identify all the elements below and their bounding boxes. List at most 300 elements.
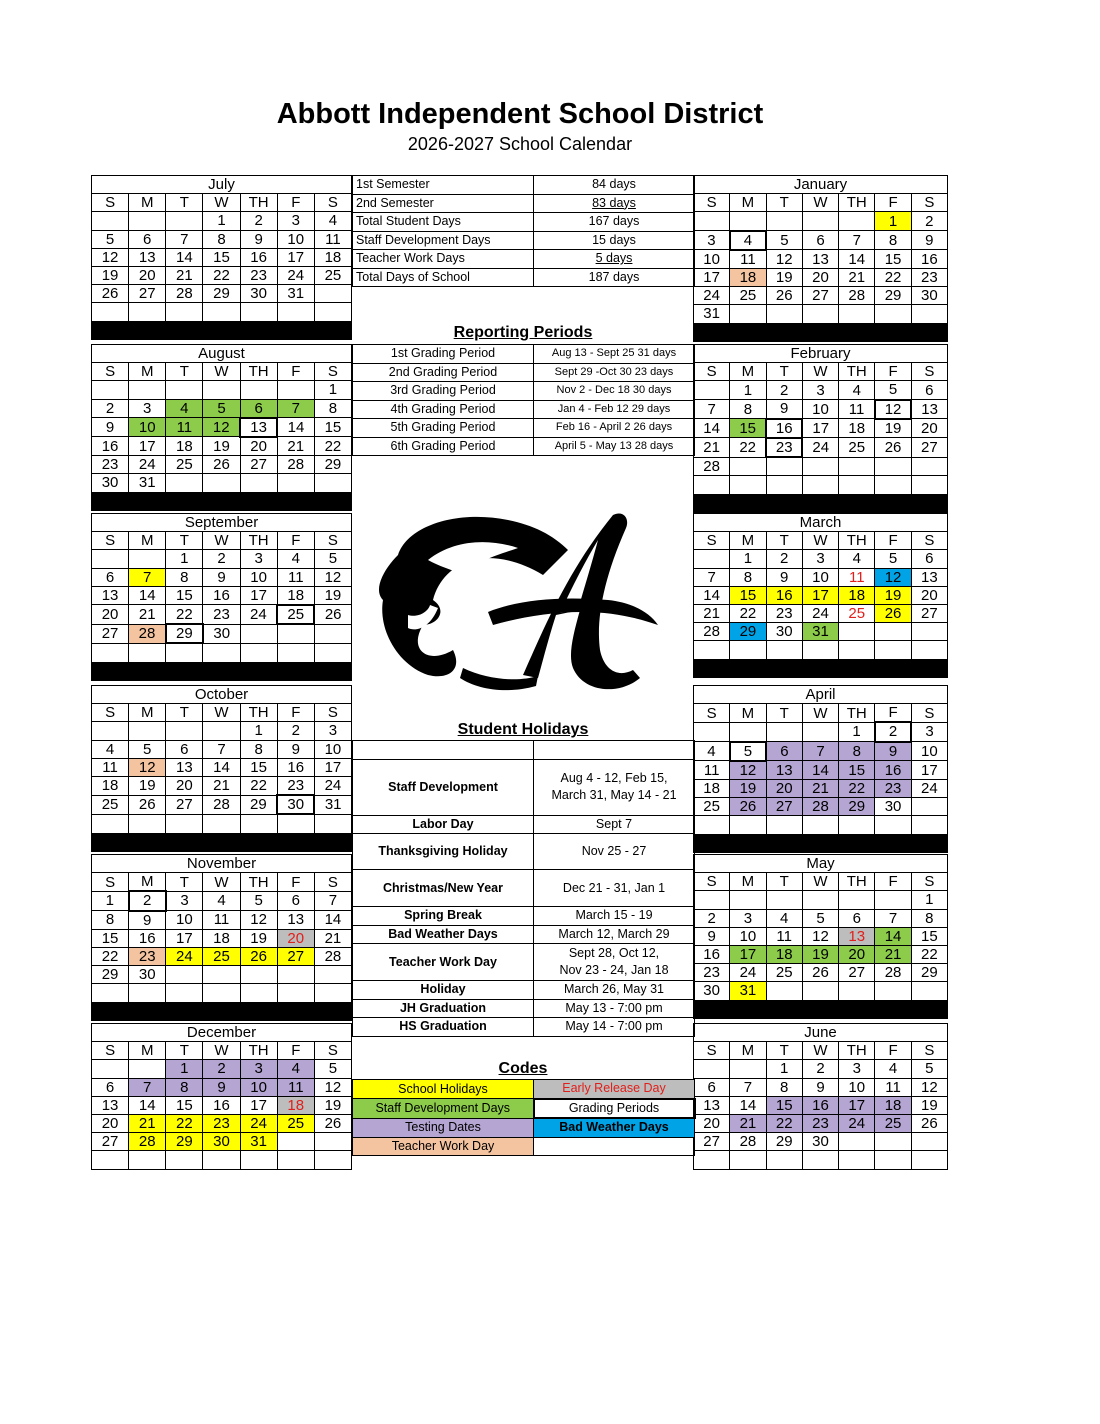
day-cell: 14 bbox=[875, 927, 911, 945]
day-cell: 14 bbox=[694, 419, 730, 438]
holiday-value-line: Nov 23 - 24, Jan 18 bbox=[559, 963, 669, 977]
weekday-header: S bbox=[694, 194, 730, 212]
holiday-row bbox=[353, 870, 695, 907]
day-cell: 29 bbox=[314, 456, 351, 474]
day-cell: 20 bbox=[277, 929, 314, 947]
day-cell: 11 bbox=[166, 418, 203, 437]
day-cell: 25 bbox=[166, 456, 203, 474]
empty-cell bbox=[277, 966, 314, 984]
weekday-header: S bbox=[694, 1042, 730, 1060]
day-cell: 10 bbox=[694, 250, 730, 269]
day-cell: 30 bbox=[766, 623, 802, 641]
weekday-header: T bbox=[166, 704, 203, 722]
day-cell: 6 bbox=[802, 231, 838, 250]
day-cell: 16 bbox=[802, 1096, 838, 1114]
day-cell: 13 bbox=[839, 927, 875, 945]
day-cell: 9 bbox=[203, 568, 240, 586]
day-cell: 30 bbox=[911, 287, 947, 305]
empty-cell bbox=[314, 1151, 351, 1169]
weekday-header: T bbox=[766, 363, 802, 381]
day-cell: 9 bbox=[694, 927, 730, 945]
day-cell: 7 bbox=[802, 742, 838, 761]
day-cell: 7 bbox=[875, 909, 911, 927]
day-cell: 9 bbox=[240, 230, 277, 248]
day-cell: 30 bbox=[694, 982, 730, 1000]
day-cell: 12 bbox=[203, 418, 240, 437]
day-cell: 1 bbox=[766, 1060, 802, 1078]
day-cell: 14 bbox=[129, 586, 166, 605]
day-cell: 9 bbox=[875, 742, 911, 761]
summary-row bbox=[353, 231, 695, 250]
day-cell: 10 bbox=[730, 927, 766, 945]
page-title: Abbott Independent School District bbox=[276, 98, 764, 130]
empty-cell bbox=[839, 982, 875, 1000]
holiday-value-line: March 31, May 14 - 21 bbox=[551, 788, 677, 802]
day-cell: 1 bbox=[92, 891, 129, 910]
day-cell: 23 bbox=[766, 438, 802, 457]
grading-period-range: Sept 29 -Oct 30 23 days bbox=[534, 363, 695, 382]
day-cell: 21 bbox=[730, 1114, 766, 1132]
weekday-header: M bbox=[129, 704, 166, 722]
empty-cell bbox=[240, 966, 277, 984]
day-cell: 15 bbox=[875, 250, 911, 269]
weekday-header: T bbox=[766, 704, 802, 723]
empty-cell bbox=[240, 814, 277, 833]
day-cell: 16 bbox=[240, 248, 277, 266]
weekday-header: W bbox=[802, 194, 838, 212]
legend-grading-periods: Grading Periods bbox=[534, 1099, 695, 1119]
day-cell: 19 bbox=[730, 779, 766, 797]
day-cell: 6 bbox=[129, 230, 166, 248]
empty-cell bbox=[277, 303, 314, 321]
weekday-header: TH bbox=[839, 363, 875, 381]
day-cell: 14 bbox=[839, 250, 875, 269]
day-cell: 15 bbox=[240, 758, 277, 776]
empty-cell bbox=[911, 1151, 947, 1169]
day-cell: 15 bbox=[766, 1096, 802, 1114]
day-cell: 23 bbox=[802, 1114, 838, 1132]
empty-cell bbox=[766, 305, 802, 323]
day-cell: 17 bbox=[129, 437, 166, 456]
page-subtitle: 2026-2027 School Calendar bbox=[407, 134, 633, 154]
holiday-row bbox=[353, 907, 695, 926]
empty-cell bbox=[277, 1151, 314, 1169]
day-cell: 13 bbox=[92, 1096, 129, 1114]
day-cell: 25 bbox=[277, 1114, 314, 1132]
codes-heading: Codes bbox=[498, 1060, 548, 1077]
day-cell: 11 bbox=[203, 911, 240, 930]
day-cell: 28 bbox=[314, 947, 351, 965]
empty-cell bbox=[277, 814, 314, 833]
day-cell: 27 bbox=[92, 1133, 129, 1151]
day-cell: 24 bbox=[839, 1114, 875, 1132]
empty-cell bbox=[694, 1060, 730, 1078]
weekday-header: S bbox=[911, 194, 947, 212]
empty-cell bbox=[166, 381, 203, 399]
month-january bbox=[693, 175, 948, 342]
grading-period-row bbox=[353, 363, 695, 382]
day-cell: 13 bbox=[911, 568, 947, 586]
summary-label: Teacher Work Days bbox=[353, 250, 534, 269]
day-cell: 6 bbox=[839, 909, 875, 927]
empty-cell bbox=[802, 982, 838, 1000]
day-cell: 31 bbox=[802, 623, 838, 641]
empty-cell bbox=[875, 982, 911, 1000]
weekday-header: S bbox=[314, 704, 351, 722]
day-cell: 26 bbox=[802, 964, 838, 982]
day-cell: 22 bbox=[766, 1114, 802, 1132]
empty-cell bbox=[802, 722, 838, 741]
separator-bar bbox=[92, 492, 352, 510]
empty-cell bbox=[240, 303, 277, 321]
day-cell: 10 bbox=[839, 1078, 875, 1096]
day-cell: 2 bbox=[911, 212, 947, 231]
month-may bbox=[693, 854, 948, 1019]
weekday-header: S bbox=[694, 873, 730, 891]
day-cell: 27 bbox=[839, 964, 875, 982]
weekday-header: M bbox=[129, 194, 166, 212]
summary-label: Staff Development Days bbox=[353, 231, 534, 250]
reporting-heading: Reporting Periods bbox=[453, 324, 593, 341]
empty-cell bbox=[766, 457, 802, 476]
day-cell: 23 bbox=[694, 964, 730, 982]
empty-cell bbox=[694, 212, 730, 231]
day-cell: 9 bbox=[129, 911, 166, 930]
day-cell: 21 bbox=[277, 437, 314, 456]
grading-period-row bbox=[353, 345, 695, 364]
day-cell: 18 bbox=[839, 586, 875, 604]
day-cell: 21 bbox=[875, 945, 911, 963]
day-cell: 26 bbox=[875, 604, 911, 622]
day-cell: 24 bbox=[277, 266, 314, 284]
day-cell: 17 bbox=[911, 761, 947, 780]
empty-cell bbox=[875, 476, 911, 494]
day-cell: 9 bbox=[92, 418, 129, 437]
weekday-header: TH bbox=[839, 704, 875, 723]
holiday-value: March 15 - 19 bbox=[534, 907, 695, 926]
empty-cell bbox=[92, 984, 129, 1002]
holiday-value: Nov 25 - 27 bbox=[534, 834, 695, 870]
day-cell: 22 bbox=[875, 268, 911, 286]
day-cell: 9 bbox=[802, 1078, 838, 1096]
day-cell: 2 bbox=[92, 399, 129, 418]
day-cell: 16 bbox=[92, 437, 129, 456]
legend-empty bbox=[534, 1137, 695, 1156]
weekday-header: S bbox=[694, 704, 730, 723]
holiday-label: Bad Weather Days bbox=[353, 925, 534, 944]
day-cell: 20 bbox=[839, 945, 875, 963]
day-cell: 12 bbox=[875, 400, 911, 419]
separator-bar bbox=[92, 321, 352, 339]
day-cell: 27 bbox=[240, 456, 277, 474]
day-cell: 19 bbox=[875, 419, 911, 438]
empty-cell bbox=[203, 814, 240, 833]
holiday-value bbox=[534, 944, 695, 981]
weekday-header: M bbox=[730, 363, 766, 381]
day-cell: 27 bbox=[766, 798, 802, 816]
day-cell: 12 bbox=[92, 248, 129, 266]
empty-cell bbox=[92, 643, 129, 662]
day-cell: 5 bbox=[802, 909, 838, 927]
empty-cell bbox=[694, 891, 730, 909]
weekday-header: W bbox=[802, 1042, 838, 1060]
day-cell: 30 bbox=[203, 624, 240, 643]
empty-cell bbox=[802, 476, 838, 494]
holiday-value: March 12, March 29 bbox=[534, 925, 695, 944]
day-cell: 31 bbox=[277, 285, 314, 303]
weekday-header: W bbox=[802, 532, 838, 550]
grading-period-range: Nov 2 - Dec 18 30 days bbox=[534, 382, 695, 401]
weekday-header: T bbox=[166, 363, 203, 381]
day-cell: 20 bbox=[92, 1114, 129, 1132]
day-cell: 23 bbox=[277, 776, 314, 795]
day-cell: 3 bbox=[314, 722, 351, 740]
day-cell: 12 bbox=[875, 568, 911, 586]
day-cell: 15 bbox=[730, 419, 766, 438]
empty-cell bbox=[314, 984, 351, 1002]
summary-label: Total Days of School bbox=[353, 268, 534, 287]
day-cell: 1 bbox=[911, 891, 947, 909]
day-cell: 9 bbox=[277, 740, 314, 758]
month-july bbox=[91, 175, 352, 340]
day-cell: 17 bbox=[314, 758, 351, 776]
empty-cell bbox=[166, 303, 203, 321]
day-cell: 4 bbox=[277, 1060, 314, 1078]
day-cell: 29 bbox=[203, 285, 240, 303]
legend-staff-development: Staff Development Days bbox=[353, 1099, 534, 1119]
legend-bad-weather: Bad Weather Days bbox=[534, 1118, 695, 1137]
empty-cell bbox=[240, 474, 277, 492]
day-cell: 29 bbox=[839, 798, 875, 816]
summary-value: 187 days bbox=[534, 268, 695, 287]
day-cell: 17 bbox=[166, 929, 203, 947]
separator-bar bbox=[694, 1000, 948, 1018]
weekday-header: S bbox=[911, 873, 947, 891]
weekday-header: TH bbox=[240, 873, 277, 892]
day-cell: 26 bbox=[240, 947, 277, 965]
day-cell: 22 bbox=[730, 438, 766, 457]
empty-cell bbox=[314, 966, 351, 984]
empty-cell bbox=[694, 381, 730, 400]
month-june bbox=[693, 1023, 948, 1170]
legend-row bbox=[353, 1118, 695, 1137]
day-cell: 15 bbox=[203, 248, 240, 266]
day-cell: 26 bbox=[314, 605, 351, 624]
holiday-value: May 13 - 7:00 pm bbox=[534, 999, 695, 1018]
grading-period-label: 6th Grading Period bbox=[353, 437, 534, 456]
empty-cell bbox=[203, 643, 240, 662]
day-cell: 27 bbox=[802, 287, 838, 305]
day-cell: 27 bbox=[911, 604, 947, 622]
day-cell: 15 bbox=[730, 586, 766, 604]
reporting-periods bbox=[352, 344, 695, 456]
day-cell: 18 bbox=[92, 776, 129, 795]
empty-cell bbox=[166, 966, 203, 984]
day-cell: 4 bbox=[277, 550, 314, 568]
day-cell: 17 bbox=[694, 268, 730, 286]
day-cell: 8 bbox=[240, 740, 277, 758]
day-cell: 19 bbox=[802, 945, 838, 963]
weekday-header: F bbox=[277, 1042, 314, 1060]
summary-row bbox=[353, 176, 695, 195]
grading-period-label: 1st Grading Period bbox=[353, 345, 534, 364]
weekday-header: M bbox=[129, 1042, 166, 1060]
empty-cell bbox=[129, 643, 166, 662]
day-cell: 8 bbox=[911, 909, 947, 927]
empty-cell bbox=[166, 212, 203, 230]
month-november bbox=[91, 854, 352, 1021]
weekday-header: F bbox=[875, 873, 911, 891]
day-cell: 17 bbox=[730, 945, 766, 963]
summary-value: 15 days bbox=[534, 231, 695, 250]
day-cell: 24 bbox=[240, 605, 277, 624]
empty-cell bbox=[839, 641, 875, 659]
empty-cell bbox=[129, 550, 166, 568]
day-cell: 25 bbox=[92, 795, 129, 814]
day-cell: 26 bbox=[314, 1114, 351, 1132]
empty-cell bbox=[166, 722, 203, 740]
day-cell: 25 bbox=[839, 438, 875, 457]
day-cell: 7 bbox=[694, 400, 730, 419]
day-cell: 29 bbox=[911, 964, 947, 982]
day-cell: 15 bbox=[92, 929, 129, 947]
day-cell: 29 bbox=[875, 287, 911, 305]
day-cell: 21 bbox=[802, 779, 838, 797]
day-cell: 28 bbox=[875, 964, 911, 982]
legend-row bbox=[353, 1137, 695, 1156]
summary-value: 84 days bbox=[534, 176, 695, 195]
holiday-value: Dec 21 - 31, Jan 1 bbox=[534, 870, 695, 907]
empty-cell bbox=[92, 722, 129, 740]
holiday-label: Staff Development bbox=[353, 759, 534, 815]
day-cell: 20 bbox=[911, 586, 947, 604]
day-cell: 21 bbox=[166, 266, 203, 284]
day-cell: 21 bbox=[694, 438, 730, 457]
day-cell: 15 bbox=[911, 927, 947, 945]
month-name: March bbox=[694, 514, 948, 532]
summary-row bbox=[353, 250, 695, 269]
day-cell: 2 bbox=[203, 550, 240, 568]
day-cell: 16 bbox=[766, 586, 802, 604]
empty-cell bbox=[203, 474, 240, 492]
empty-cell bbox=[839, 891, 875, 909]
holiday-row bbox=[353, 944, 695, 981]
day-cell: 8 bbox=[766, 1078, 802, 1096]
day-cell: 28 bbox=[802, 798, 838, 816]
empty-cell bbox=[875, 623, 911, 641]
day-cell: 5 bbox=[129, 740, 166, 758]
empty-cell bbox=[766, 641, 802, 659]
empty-cell bbox=[694, 476, 730, 494]
empty-cell bbox=[839, 623, 875, 641]
empty-cell bbox=[92, 814, 129, 833]
day-cell: 10 bbox=[802, 400, 838, 419]
day-cell: 2 bbox=[129, 891, 166, 910]
weekday-header: S bbox=[92, 873, 129, 892]
empty-cell bbox=[802, 641, 838, 659]
day-cell: 25 bbox=[203, 947, 240, 965]
day-cell: 1 bbox=[839, 722, 875, 741]
day-cell: 30 bbox=[129, 966, 166, 984]
day-cell: 20 bbox=[240, 437, 277, 456]
grading-period-label: 4th Grading Period bbox=[353, 400, 534, 419]
empty-cell bbox=[839, 1133, 875, 1151]
weekday-header: S bbox=[314, 532, 351, 550]
empty-cell bbox=[766, 1151, 802, 1169]
day-cell: 11 bbox=[277, 1078, 314, 1096]
month-name: November bbox=[92, 855, 352, 873]
day-cell: 13 bbox=[802, 250, 838, 269]
day-cell: 29 bbox=[92, 966, 129, 984]
day-cell: 2 bbox=[277, 722, 314, 740]
empty-cell bbox=[129, 212, 166, 230]
day-cell: 18 bbox=[839, 419, 875, 438]
student-holidays bbox=[352, 740, 695, 1037]
day-cell: 10 bbox=[911, 742, 947, 761]
day-cell: 11 bbox=[839, 400, 875, 419]
day-cell: 5 bbox=[314, 550, 351, 568]
day-cell: 30 bbox=[277, 795, 314, 814]
day-cell: 22 bbox=[911, 945, 947, 963]
day-cell: 12 bbox=[129, 758, 166, 776]
day-cell: 5 bbox=[92, 230, 129, 248]
weekday-header: F bbox=[875, 363, 911, 381]
grading-period-range: April 5 - May 13 28 days bbox=[534, 437, 695, 456]
weekday-header: F bbox=[875, 704, 911, 723]
empty-cell bbox=[730, 816, 766, 834]
day-cell: 17 bbox=[240, 1096, 277, 1114]
day-cell: 18 bbox=[694, 779, 730, 797]
day-cell: 11 bbox=[839, 568, 875, 586]
weekday-header: M bbox=[730, 1042, 766, 1060]
weekday-header: F bbox=[875, 532, 911, 550]
separator-bar bbox=[92, 662, 352, 680]
legend-teacher-work-day: Teacher Work Day bbox=[353, 1137, 534, 1156]
weekday-header: M bbox=[129, 532, 166, 550]
weekday-header: T bbox=[766, 1042, 802, 1060]
day-cell: 8 bbox=[203, 230, 240, 248]
empty-cell bbox=[92, 303, 129, 321]
empty-cell bbox=[911, 457, 947, 476]
day-cell: 25 bbox=[314, 266, 351, 284]
day-cell: 28 bbox=[203, 795, 240, 814]
day-cell: 25 bbox=[694, 798, 730, 816]
weekday-header: W bbox=[203, 704, 240, 722]
day-cell: 10 bbox=[802, 568, 838, 586]
holidays-heading: Student Holidays bbox=[457, 721, 589, 738]
holiday-row bbox=[353, 999, 695, 1018]
month-march bbox=[693, 513, 948, 678]
day-cell: 28 bbox=[839, 287, 875, 305]
day-cell: 10 bbox=[277, 230, 314, 248]
day-cell: 11 bbox=[766, 927, 802, 945]
day-cell: 17 bbox=[802, 419, 838, 438]
day-cell: 27 bbox=[92, 624, 129, 643]
day-cell: 20 bbox=[766, 779, 802, 797]
day-cell: 2 bbox=[766, 381, 802, 400]
empty-cell bbox=[875, 1151, 911, 1169]
weekday-header: S bbox=[92, 363, 129, 381]
day-cell: 24 bbox=[802, 604, 838, 622]
day-cell: 24 bbox=[694, 287, 730, 305]
empty-cell bbox=[802, 816, 838, 834]
day-cell: 1 bbox=[314, 381, 351, 399]
empty-cell bbox=[129, 303, 166, 321]
day-cell: 16 bbox=[203, 586, 240, 605]
day-cell: 18 bbox=[277, 586, 314, 605]
day-cell: 18 bbox=[730, 268, 766, 286]
day-cell: 17 bbox=[839, 1096, 875, 1114]
